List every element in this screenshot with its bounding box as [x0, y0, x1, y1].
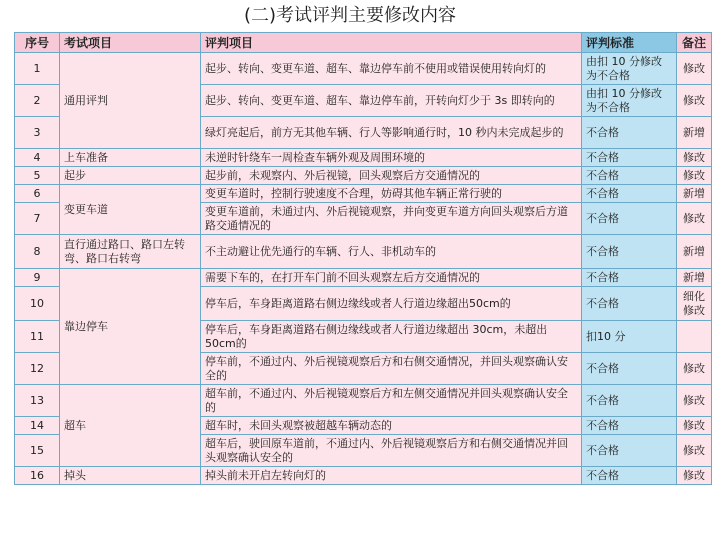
table-row	[15, 53, 712, 85]
revision-table	[14, 32, 712, 485]
row-standard: 由扣 10 分修改为不合格	[582, 53, 677, 85]
row-content: 停车后，车身距离道路右侧边缘线或者人行道边缘超出 30cm，未超出50cm的	[201, 321, 582, 353]
row-note: 修改	[677, 353, 712, 385]
header-project: 考试项目	[60, 33, 201, 53]
row-content: 超车前，不通过内、外后视镜观察后方和左侧交通情况并回头观察确认安全的	[201, 385, 582, 417]
row-standard: 不合格	[582, 167, 677, 185]
row-standard: 由扣 10 分修改为不合格	[582, 85, 677, 117]
row-note: 新增	[677, 269, 712, 287]
row-project: 掉头	[60, 467, 201, 485]
row-standard: 不合格	[582, 467, 677, 485]
table-row	[15, 235, 712, 269]
row-content: 停车后，车身距离道路右侧边缘线或者人行道边缘超出50cm的	[201, 287, 582, 321]
row-note: 修改	[677, 167, 712, 185]
row-project: 靠边停车	[60, 269, 201, 385]
row-note: 细化修改	[677, 287, 712, 321]
row-note: 修改	[677, 435, 712, 467]
row-content: 起步前，未观察内、外后视镜，回头观察后方交通情况的	[201, 167, 582, 185]
header-standard: 评判标准	[582, 33, 677, 53]
row-content: 起步、转向、变更车道、超车、靠边停车前不使用或错误使用转向灯的	[201, 53, 582, 85]
row-content: 停车前，不通过内、外后视镜观察后方和右侧交通情况，并回头观察确认安全的	[201, 353, 582, 385]
row-note: 修改	[677, 385, 712, 417]
row-standard: 不合格	[582, 269, 677, 287]
row-num: 5	[15, 167, 60, 185]
row-num: 13	[15, 385, 60, 417]
row-content: 需要下车的，在打开车门前不回头观察左后方交通情况的	[201, 269, 582, 287]
header-content: 评判项目	[201, 33, 582, 53]
header-note: 备注	[677, 33, 712, 53]
row-project: 变更车道	[60, 185, 201, 235]
page-title: (二)考试评判主要修改内容	[243, 5, 457, 26]
row-standard: 不合格	[582, 353, 677, 385]
row-standard: 不合格	[582, 417, 677, 435]
row-content: 绿灯亮起后，前方无其他车辆、行人等影响通行时，10 秒内未完成起步的	[201, 117, 582, 149]
row-content: 变更车道时，控制行驶速度不合理，妨碍其他车辆正常行驶的	[201, 185, 582, 203]
row-note: 修改	[677, 203, 712, 235]
row-num: 15	[15, 435, 60, 467]
row-standard: 扣10 分	[582, 321, 677, 353]
row-num: 10	[15, 287, 60, 321]
table-row	[15, 385, 712, 417]
row-num: 12	[15, 353, 60, 385]
row-num: 14	[15, 417, 60, 435]
row-note: 修改	[677, 53, 712, 85]
row-standard: 不合格	[582, 287, 677, 321]
row-num: 6	[15, 185, 60, 203]
row-num: 3	[15, 117, 60, 149]
row-project: 通用评判	[60, 53, 201, 149]
row-standard: 不合格	[582, 117, 677, 149]
table-row	[15, 149, 712, 167]
row-num: 1	[15, 53, 60, 85]
row-content: 起步、转向、变更车道、超车、靠边停车前，开转向灯少于 3s 即转向的	[201, 85, 582, 117]
row-content: 掉头前未开启左转向灯的	[201, 467, 582, 485]
row-num: 2	[15, 85, 60, 117]
row-standard: 不合格	[582, 235, 677, 269]
row-note: 新增	[677, 235, 712, 269]
row-project: 超车	[60, 385, 201, 467]
row-content: 变更车道前，未通过内、外后视镜观察，并向变更车道方向回头观察后方道路交通情况的	[201, 203, 582, 235]
row-standard: 不合格	[582, 435, 677, 467]
row-content: 超车后，驶回原车道前，不通过内、外后视镜观察后方和右侧交通情况并回头观察确认安全的	[201, 435, 582, 467]
table-row	[15, 167, 712, 185]
table-row	[15, 467, 712, 485]
row-num: 9	[15, 269, 60, 287]
row-note: 新增	[677, 117, 712, 149]
row-standard: 不合格	[582, 203, 677, 235]
row-num: 4	[15, 149, 60, 167]
row-note: 新增	[677, 185, 712, 203]
row-num: 7	[15, 203, 60, 235]
row-project: 起步	[60, 167, 201, 185]
table-row	[15, 269, 712, 287]
row-content: 不主动避让优先通行的车辆、行人、非机动车的	[201, 235, 582, 269]
row-standard: 不合格	[582, 185, 677, 203]
row-content: 未逆时针绕车一周检查车辆外观及周围环境的	[201, 149, 582, 167]
row-num: 11	[15, 321, 60, 353]
row-num: 16	[15, 467, 60, 485]
row-standard: 不合格	[582, 385, 677, 417]
row-note: 修改	[677, 85, 712, 117]
row-note: 修改	[677, 467, 712, 485]
row-note	[677, 321, 712, 353]
header-num: 序号	[15, 33, 60, 53]
table-row	[15, 185, 712, 203]
row-standard: 不合格	[582, 149, 677, 167]
row-note: 修改	[677, 417, 712, 435]
row-project: 上车准备	[60, 149, 201, 167]
table-header-row	[15, 33, 712, 53]
row-content: 超车时，未回头观察被超越车辆动态的	[201, 417, 582, 435]
row-num: 8	[15, 235, 60, 269]
row-project: 直行通过路口、路口左转弯、路口右转弯	[60, 235, 201, 269]
row-note: 修改	[677, 149, 712, 167]
